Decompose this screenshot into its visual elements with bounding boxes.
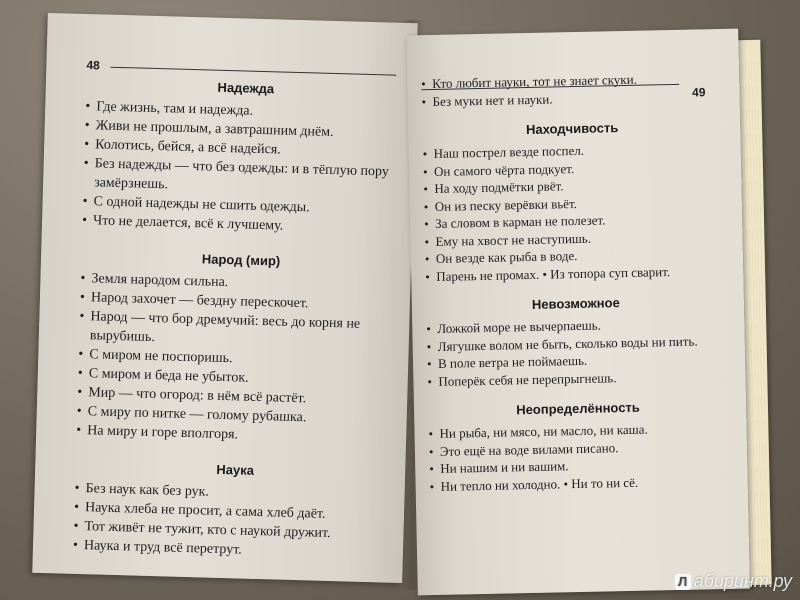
- proverb-item: • Наш пострел везде поспел.: [422, 139, 722, 163]
- proverb-section: [73, 458, 396, 564]
- proverb-section: [426, 293, 728, 390]
- labirint-logo-icon: Л: [675, 574, 691, 590]
- proverb-item: • Мир — что огород: в нём всё растёт.: [77, 383, 397, 411]
- proverb-item: • Колотись, бейся, а всё надейся.: [84, 135, 404, 163]
- proverb-item: • Без муки нет и науки.: [421, 86, 721, 110]
- section-title: Неопределённость: [516, 399, 640, 418]
- left-header-rule: [110, 67, 396, 76]
- proverb-item: • Наука хлеба не просит, а сама хлеб даёт.: [74, 498, 394, 526]
- section-title: Находчивость: [525, 120, 619, 138]
- proverb-item: • С миром и беда не убыток.: [78, 364, 398, 392]
- proverb-section: [76, 248, 401, 449]
- proverb-item: • Поперёк себя не перепрыгнешь.: [427, 366, 727, 390]
- right-page: [406, 29, 750, 596]
- proverb-item: • За словом в карман не полезет.: [424, 209, 724, 233]
- proverb-item: • С миру по нитке — голому рубашка.: [77, 402, 397, 430]
- section-title: Невозможное: [531, 295, 620, 312]
- right-page-content: [421, 69, 730, 509]
- proverb-item: • Ни нашим и ни вашим.: [429, 454, 729, 478]
- proverb-item: • Он самого чёрта подкует.: [423, 156, 723, 180]
- left-page-content: [72, 76, 406, 582]
- proverb-item: • На ходу подмётки рвёт.: [423, 174, 723, 198]
- watermark-text: абиринт.ру: [693, 571, 792, 591]
- right-intro-section: [421, 69, 722, 110]
- proverb-item: • Наука и труд всё перетрут.: [73, 536, 393, 564]
- proverb-item: • Он из песку верёвки вьёт.: [424, 191, 724, 215]
- proverb-item: • Что не делается, всё к лучшему.: [82, 211, 402, 239]
- proverb-item: • Народ — что бор дремучий: весь до корня не вырубишь.: [79, 307, 400, 354]
- proverb-item: • Без наук как без рук.: [74, 479, 394, 507]
- left-page: [32, 13, 417, 583]
- proverb-item: • Кто любит науки, тот не знает скуки.: [421, 69, 721, 93]
- proverb-item: • Ни тепло ни холодно. • Ни то ни сё.: [429, 471, 729, 495]
- proverb-item: • На миру и горе вполгоря.: [76, 421, 396, 449]
- proverb-section: [422, 118, 725, 285]
- section-title: Народ (мир): [201, 251, 281, 269]
- proverb-section: [82, 76, 406, 239]
- proverb-item: • В поле ветра не поймаешь.: [427, 349, 727, 373]
- proverb-item: • С миром не поспоришь.: [78, 345, 398, 373]
- proverb-item: • Тот живёт не тужит, кто с наукой дружит.: [73, 517, 393, 545]
- labirint-watermark: [675, 571, 792, 592]
- proverb-section: [428, 398, 730, 495]
- proverb-item: • Земля народом сильна.: [80, 269, 400, 297]
- right-page-number: 49: [691, 85, 706, 100]
- proverb-item: • Где жизнь, там и надежда.: [85, 97, 405, 125]
- left-page-number: 48: [86, 58, 101, 73]
- proverb-item: • Он везде как рыба в воде.: [425, 244, 725, 268]
- proverb-item: • Народ захочет — бездну перескочет.: [80, 288, 400, 316]
- proverb-item: • Ложкой море не вычерпаешь.: [426, 314, 726, 338]
- proverb-item: • С одной надежды не сшить одежды.: [82, 192, 402, 220]
- proverb-item: • Живи не прошлым, а завтрашним днём.: [84, 116, 404, 144]
- proverb-item: • Лягушке волом не быть, сколько воды ни пить.: [427, 331, 727, 355]
- proverb-item: • Ни рыба, ни мясо, ни масло, ни каша.: [428, 419, 728, 443]
- proverb-item: • Это ещё на воде вилами писано.: [429, 436, 729, 460]
- section-title: Надежда: [217, 79, 275, 97]
- section-title: Наука: [216, 461, 255, 478]
- proverb-item: • Парень не промах. • Из топора суп сварит.: [425, 261, 725, 285]
- proverb-item: • Ему на хвост не наступишь.: [424, 226, 724, 250]
- proverb-item: • Без надежды — что без одежды: и в тёплую пору замёрзнешь.: [83, 154, 404, 201]
